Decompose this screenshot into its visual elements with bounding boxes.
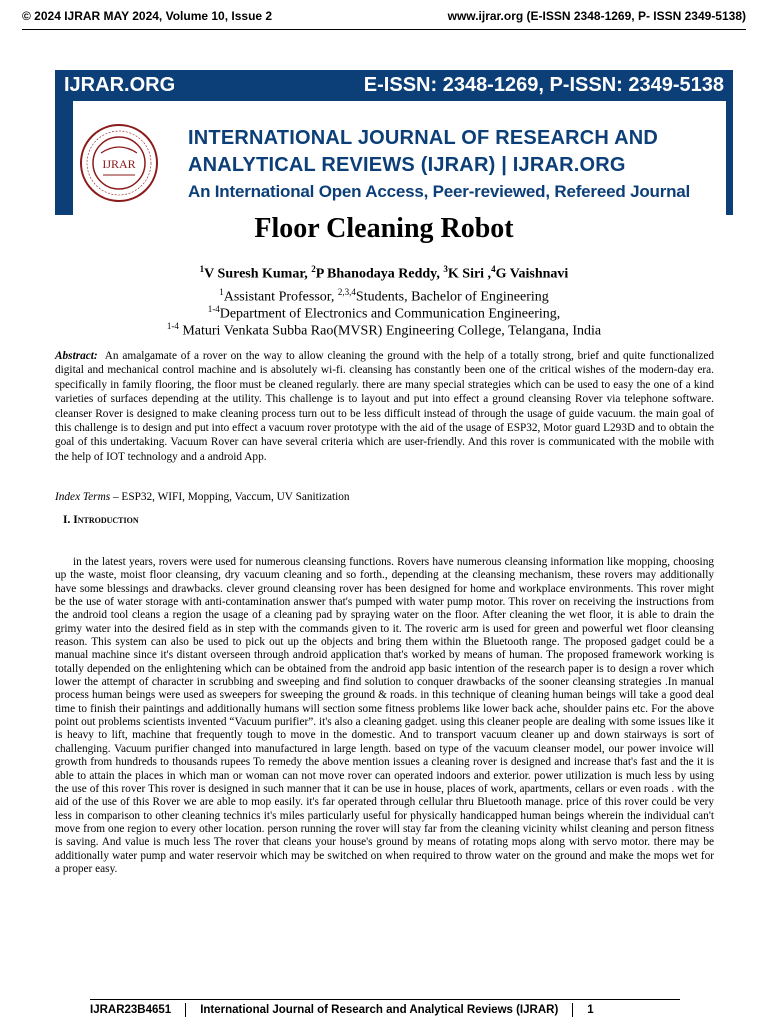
author-name: G Vaishnavi — [495, 266, 569, 282]
banner-top-bar — [55, 70, 733, 101]
affiliation-line-3 — [0, 321, 768, 340]
running-header — [22, 7, 746, 25]
abstract — [55, 349, 714, 464]
author-name: K Siri , — [447, 266, 492, 282]
aff-sup: 2,3,4 — [337, 287, 356, 297]
banner-title-line2: ANALYTICAL REVIEWS (IJRAR) | IJRAR.ORG — [188, 154, 626, 176]
banner-left-bar — [55, 101, 73, 215]
banner-issn: E-ISSN: 2348-1269, P-ISSN: 2349-5138 — [363, 74, 724, 96]
journal-seal-logo — [79, 123, 159, 203]
banner-subtitle: An International Open Access, Peer-reviewed, Refereed Journal — [188, 182, 691, 201]
aff-text: Maturi Venkata Subba Rao(MVSR) Engineering College, Telangana, India — [178, 323, 602, 339]
banner-title-line1: INTERNATIONAL JOURNAL OF RESEARCH AND — [188, 127, 659, 149]
aff-text: Department of Electronics and Communication Engineering, — [219, 306, 561, 322]
author-sup: 2 — [311, 264, 316, 274]
aff-sup: 1 — [219, 287, 224, 297]
author-line — [0, 264, 768, 283]
index-terms-text: – ESP32, WIFI, Mopping, Vaccum, UV Sanitization — [110, 491, 350, 503]
author-sup: 3 — [443, 264, 448, 274]
affiliation-line-2 — [0, 304, 768, 323]
abstract-text: An amalgamate of a rover on the way to allow cleaning the ground with the help of a totally strong, brief and quite functionalized digital and mechanical control machine and is absolutely wi-fi. cleansing has constantly been one of the critical wishes of the modern-day era. specifically in family flooring, the floor must be cleaned regularly. there are many special strategies which can be used to easy the one of a kind varieties of surfaces depending at the utility. This challenge is to layout and put into effect a ground cleansing Rover via telephone software. cleanser Rover is designed to make cleaning process turn out to be less difficult instead of through the usage of guide vacuum. the main goal of this challenge is to design and put into effect a vacuum rover prototype with the aid of the usage of ESP32, Motor guard L293D and to obtain the goal of this undertaking. Vacuum Rover can have several criteria which are user-friendly. And this rover is communicated with the mobile with the help of IOT technology and a android App. — [55, 350, 715, 463]
aff-text: Students, Bachelor of Engineering — [355, 289, 549, 305]
footer-separator — [572, 1003, 573, 1017]
author-sup: 4 — [491, 264, 496, 274]
footer-rule — [90, 999, 680, 1000]
aff-sup: 1-4 — [207, 304, 220, 314]
aff-sup: 1-4 — [166, 321, 179, 331]
header-left: © 2024 IJRAR MAY 2024, Volume 10, Issue 2 — [22, 9, 273, 23]
section-heading-introduction: I. Introduction — [63, 514, 139, 526]
abstract-label: Abstract: — [55, 350, 98, 362]
affiliation-line-1 — [0, 287, 768, 306]
author-name: V Suresh Kumar, — [204, 266, 312, 282]
banner-right-bar — [726, 101, 733, 215]
footer-journal: International Journal of Research and Analytical Reviews (IJRAR) — [200, 1004, 559, 1016]
banner-site: IJRAR.ORG — [64, 74, 176, 96]
header-right: www.ijrar.org (E-ISSN 2348-1269, P- ISSN 2349-5138) — [447, 9, 746, 23]
aff-text: Assistant Professor, — [223, 289, 338, 305]
paper-title: Floor Cleaning Robot — [254, 213, 514, 244]
journal-banner — [55, 70, 733, 215]
seal-text: IJRAR — [102, 157, 136, 171]
introduction-text: in the latest years, rovers were used for numerous cleansing functions. Rovers have numerous cleansing information like mopping, choosing up the waste, moist floor cleansing, dry vacuum cleaning and so forth., depending at the cleansing mechanism, these rovers may additionally have some blessings and drawbacks. clever ground cleansing rover has been designed for home and workplace environments. This rover might be the use of water storage with anti-contamination answer that's pumped with water pump motor. This rover on receiving the instructions from the android tool cleans a region the usage of a cleaning pad by spraying water on the floor. After cleaning the wet floor, it is able to drain the grimy water into the desired field as in step with the commands given to it. The roveric arm is used for green and powerful wet floor cleansing reason. This system can also be used to pick out up the objects and bring them within the Bluetooth range. The proposed gadget could be a manual machine since it's distant overseen through android application that's worked by means of human. The proposed framework working is totally depended on the enlightening which can be obtained from the android app basic intention of the research paper is to design a rover which lower the attempt of character in scrubbing and sweeping and find solution to conquer drawbacks of the sooner cleansing strategies .In manual process human beings were used as sweepers for sweeping the ground & roads. in this technique of cleaning human beings will take a good deal time to finish their paintings and additionally humans will section some fitness problems like lower back ache, shoulder pains etc. For the above point out problems scientists invented “Vacuum purifier”. it's also a cleaning gadget. using this cleaner people are dealing with some issues like it is heavy to lift, machine that frequently tough to move in the domestic. And to transport vacuum cleaner up and down stairways is sort of challenging. Vacuum purifier changed into manufactured in large length. based on type of the vacuum cleanser model, our power invoice will growth from hundreds to thousands rupees To remedy the above mention issues a cleaning rover is designed and increase that's fast and the it is able to attain the places in which man or woman can not move rover can operated indoors and exterior. power utilization is much less by using the use of this rover This rover is designed in such manner that it can be use in house, places of work, apartments, cellars or even roads . with the aid of the use of this Rover we are able to mop easily. it's far operated through cellular thru Bluetooth manage. price of this rover could be very less in comparison to other cleaning technics it's miles particularly useful for physically handicapped human beings wherein the individual can't move from one region to every other location. person running the rover will stay far from the cleaning vicinity whilst cleaning and person fitness is saving. And value is much less The rover that cleans your house's ground by means of rotating mops along with servo motor. there may be additionally water pump and water reservoir which may be switched on when required to throw water on the ground and make the mops wet for a proper easy. — [55, 556, 714, 875]
index-terms-label: Index Terms — [55, 491, 111, 503]
footer-separator — [185, 1003, 186, 1017]
footer-page-number: 1 — [587, 1004, 594, 1016]
author-name: P Bhanodaya Reddy, — [315, 266, 444, 282]
author-sup: 1 — [199, 264, 205, 274]
running-footer — [90, 1002, 680, 1018]
footer-paper-id: IJRAR23B4651 — [90, 1004, 172, 1016]
header-rule — [22, 29, 746, 30]
index-terms — [55, 491, 714, 503]
